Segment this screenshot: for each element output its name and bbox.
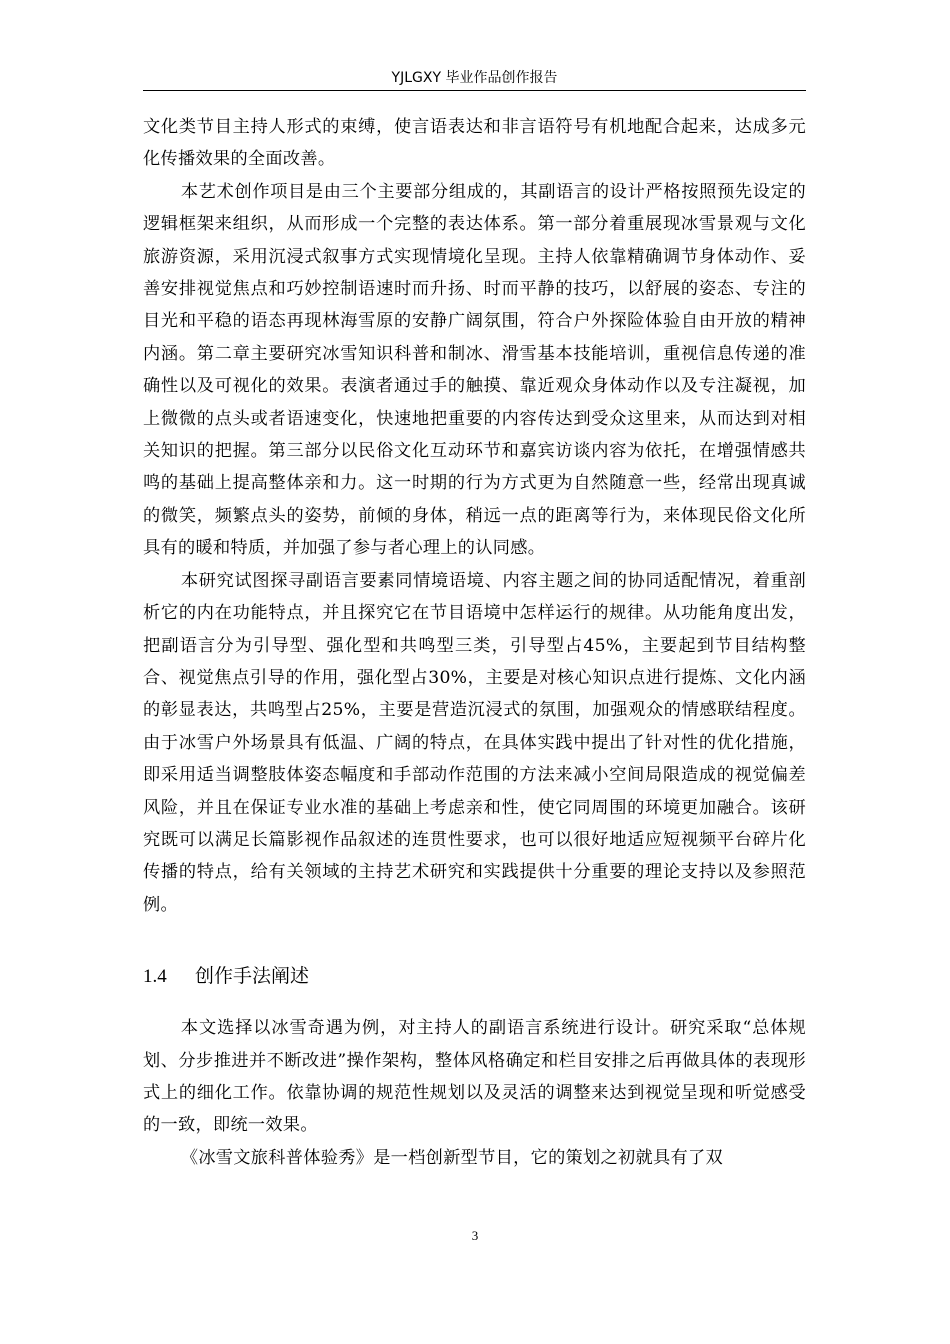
- paragraph-continuation: 文化类节目主持人形式的束缚，使言语表达和非言语符号有机地配合起来，达成多元化传播效果的全面改善。: [143, 117, 806, 170]
- header-title: YJLGXY 毕业作品创作报告: [391, 70, 558, 86]
- section-heading: [143, 961, 806, 992]
- section-title: 创作手法阐述: [195, 965, 310, 988]
- paragraph-method-overview: 本文选择以冰雪奇遇为例，对主持人的副语言系统进行设计。研究采取“总体规划、分步推进并不断改进”操作架构，整体风格确定和栏目安排之后再做具体的表现形式上的细化工作。依靠协调的规范性规划以及灵活的调整来达到视觉呈现和听觉感受的一致，即统一效果。: [143, 1018, 806, 1136]
- paragraph-research-aim: 本研究试图探寻副语言要素同情境语境、内容主题之间的协同适配情况，着重剖析它的内在功能特点，并且探究它在节目语境中怎样运行的规律。从功能角度出发，把副语言分为引导型、强化型和共鸣型三类，引导型占45%，主要起到节目结构整合、视觉焦点引导的作用，强化型占30%，主要是对核心知识点进行提炼、文化内涵的彰显表达，共鸣型占25%，主要是营造沉浸式的氛围，加强观众的情感联结程度。由于冰雪户外场景具有低温、广阔的特点，在具体实践中提出了针对性的优化措施，即采用适当调整肢体姿态幅度和手部动作范围的方法来减小空间局限造成的视觉偏差风险，并且在保证专业水准的基础上考虑亲和性，使它同周围的环境更加融合。该研究既可以满足长篇影视作品叙述的连贯性要求，也可以很好地适应短视频平台碎片化传播的特点，给有关领域的主持艺术研究和实践提供十分重要的理论支持以及参照范例。: [143, 570, 806, 915]
- document-body: [143, 111, 806, 1174]
- paragraph-project-structure: 本艺术创作项目是由三个主要部分组成的，其副语言的设计严格按照预先设定的逻辑框架来组织，从而形成一个完整的表达体系。第一部分着重展现冰雪景观与文化旅游资源，采用沉浸式叙事方式实现情境化呈现。主持人依靠精确调节身体动作、妥善安排视觉焦点和巧妙控制语速时而升扬、时而平静的技巧，以舒展的姿态、专注的目光和平稳的语态再现林海雪原的安静广阔氛围，符合户外探险体验自由开放的精神内涵。第二章主要研究冰雪知识科普和制冰、滑雪基本技能培训，重视信息传递的准确性以及可视化的效果。表演者通过手的触摸、靠近观众身体动作以及专注凝视，加上微微的点头或者语速变化，快速地把重要的内容传达到受众这里来，从而达到对相关知识的把握。第三部分以民俗文化互动环节和嘉宾访谈内容为依托，在增强情感共鸣的基础上提高整体亲和力。这一时期的行为方式更为自然随意一些，经常出现真诚的微笑，频繁点头的姿势，前倾的身体，稍远一点的距离等行为，来体现民俗文化所具有的暖和特质，并加强了参与者心理上的认同感。: [143, 181, 806, 559]
- page-number: 3: [471, 1228, 479, 1243]
- paragraph-program-intro: 《冰雪文旅科普体验秀》是一档创新型节目，它的策划之初就具有了双: [180, 1147, 723, 1168]
- page-header: [143, 68, 806, 91]
- section-number: 1.4: [143, 966, 167, 988]
